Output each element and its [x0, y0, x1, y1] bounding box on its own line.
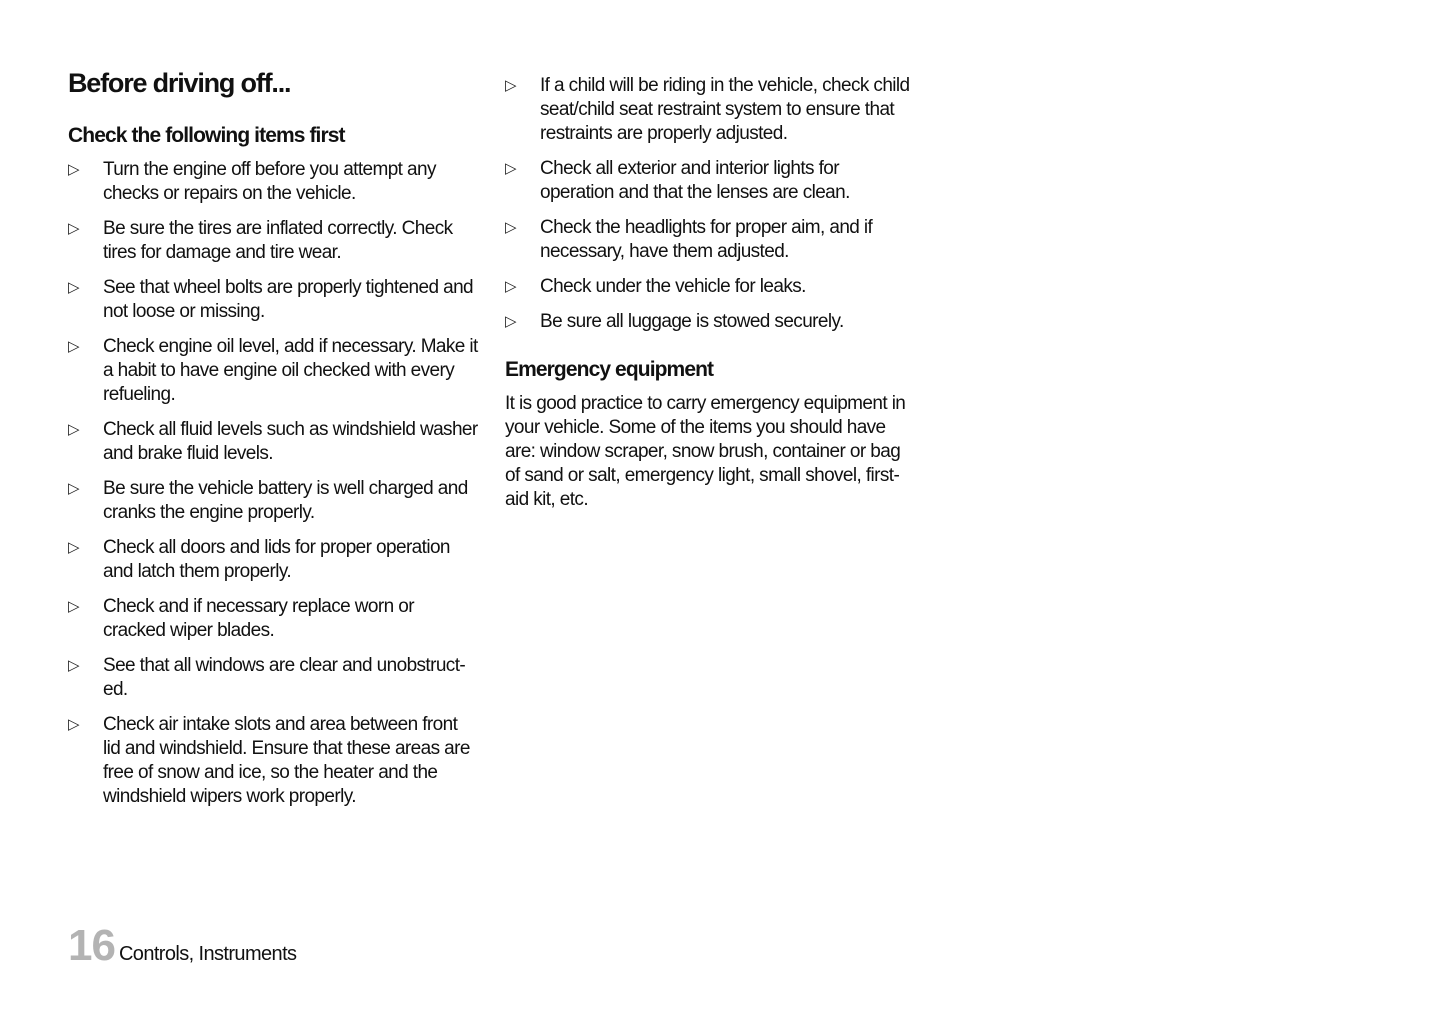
- page-number: 16: [68, 921, 115, 970]
- left-column: [68, 66, 478, 820]
- emergency-equipment-heading: Emergency equipment: [505, 358, 714, 381]
- triangle-bullet-icon: ▷: [68, 279, 79, 296]
- footer-section-name: Controls, Instruments: [118, 943, 297, 965]
- checklist-item-text: See that wheel bolts are properly tightened and not loose or missing.: [103, 277, 474, 322]
- triangle-bullet-icon: ▷: [68, 161, 79, 178]
- checklist-item-text: See that all windows are clear and unobstruct-ed.: [103, 655, 466, 700]
- checklist-item-text: Check all exterior and interior lights for operation and that the lenses are clean.: [540, 158, 850, 203]
- page-title: Before driving off...: [68, 68, 291, 98]
- triangle-bullet-icon: ▷: [68, 338, 79, 355]
- checklist-item: [68, 217, 478, 265]
- right-checklist: [505, 74, 917, 334]
- checklist-item-text: Check under the vehicle for leaks.: [540, 276, 806, 297]
- checklist-item-text: If a child will be riding in the vehicle, check child seat/child seat restraint system to ensure that restraints are properly adjusted.: [540, 75, 910, 144]
- triangle-bullet-icon: ▷: [68, 598, 79, 615]
- checklist-item-text: Be sure all luggage is stowed securely.: [540, 311, 844, 332]
- left-checklist: [68, 158, 478, 809]
- checklist-item-text: Be sure the tires are inflated correctly. Check tires for damage and tire wear.: [103, 218, 453, 263]
- checklist-item-text: Turn the engine off before you attempt any checks or repairs on the vehicle.: [103, 159, 436, 204]
- triangle-bullet-icon: ▷: [505, 160, 516, 177]
- checklist-item-text: Check air intake slots and area between front lid and windshield. Ensure that these areas are free of snow and ice, so the heater and the windshield wipers work properly.: [103, 714, 470, 807]
- triangle-bullet-icon: ▷: [68, 657, 79, 674]
- checklist-item-text: Check all fluid levels such as windshield washer and brake fluid levels.: [103, 419, 478, 464]
- triangle-bullet-icon: ▷: [505, 219, 516, 236]
- checklist-item: [505, 157, 917, 205]
- checklist-item: [68, 158, 478, 206]
- triangle-bullet-icon: ▷: [505, 77, 516, 94]
- checklist-item: [68, 276, 478, 324]
- triangle-bullet-icon: ▷: [68, 220, 79, 237]
- checklist-item: [68, 654, 478, 702]
- checklist-item: [68, 536, 478, 584]
- triangle-bullet-icon: ▷: [68, 480, 79, 497]
- triangle-bullet-icon: ▷: [68, 716, 79, 733]
- checklist-item-text: Check all doors and lids for proper operation and latch them properly.: [103, 537, 450, 582]
- checklist-item: [68, 713, 478, 809]
- checklist-item: [68, 335, 478, 407]
- checklist-item-text: Be sure the vehicle battery is well charged and cranks the engine properly.: [103, 478, 468, 523]
- triangle-bullet-icon: ▷: [68, 421, 79, 438]
- triangle-bullet-icon: ▷: [505, 278, 516, 295]
- checklist-item: [68, 477, 478, 525]
- checklist-item: [505, 275, 917, 299]
- checklist-item: [505, 310, 917, 334]
- checklist-item: [505, 216, 917, 264]
- checklist-item: [68, 595, 478, 643]
- triangle-bullet-icon: ▷: [68, 539, 79, 556]
- checklist-item-text: Check the headlights for proper aim, and if necessary, have them adjusted.: [540, 217, 873, 262]
- checklist-heading: Check the following items first: [68, 124, 345, 147]
- checklist-item-text: Check engine oil level, add if necessary. Make it a habit to have engine oil checked with every refueling.: [103, 336, 478, 405]
- page-footer: [68, 922, 296, 970]
- checklist-item-text: Check and if necessary replace worn or cracked wiper blades.: [103, 596, 414, 641]
- triangle-bullet-icon: ▷: [505, 313, 516, 330]
- checklist-item: [505, 74, 917, 146]
- right-column: [505, 74, 917, 512]
- checklist-item: [68, 418, 478, 466]
- emergency-equipment-text: It is good practice to carry emergency equipment in your vehicle. Some of the items you should have are: window scraper, snow brush, container or bag of sand or salt, emergency light, small shovel, first-aid kit, etc.: [505, 393, 906, 510]
